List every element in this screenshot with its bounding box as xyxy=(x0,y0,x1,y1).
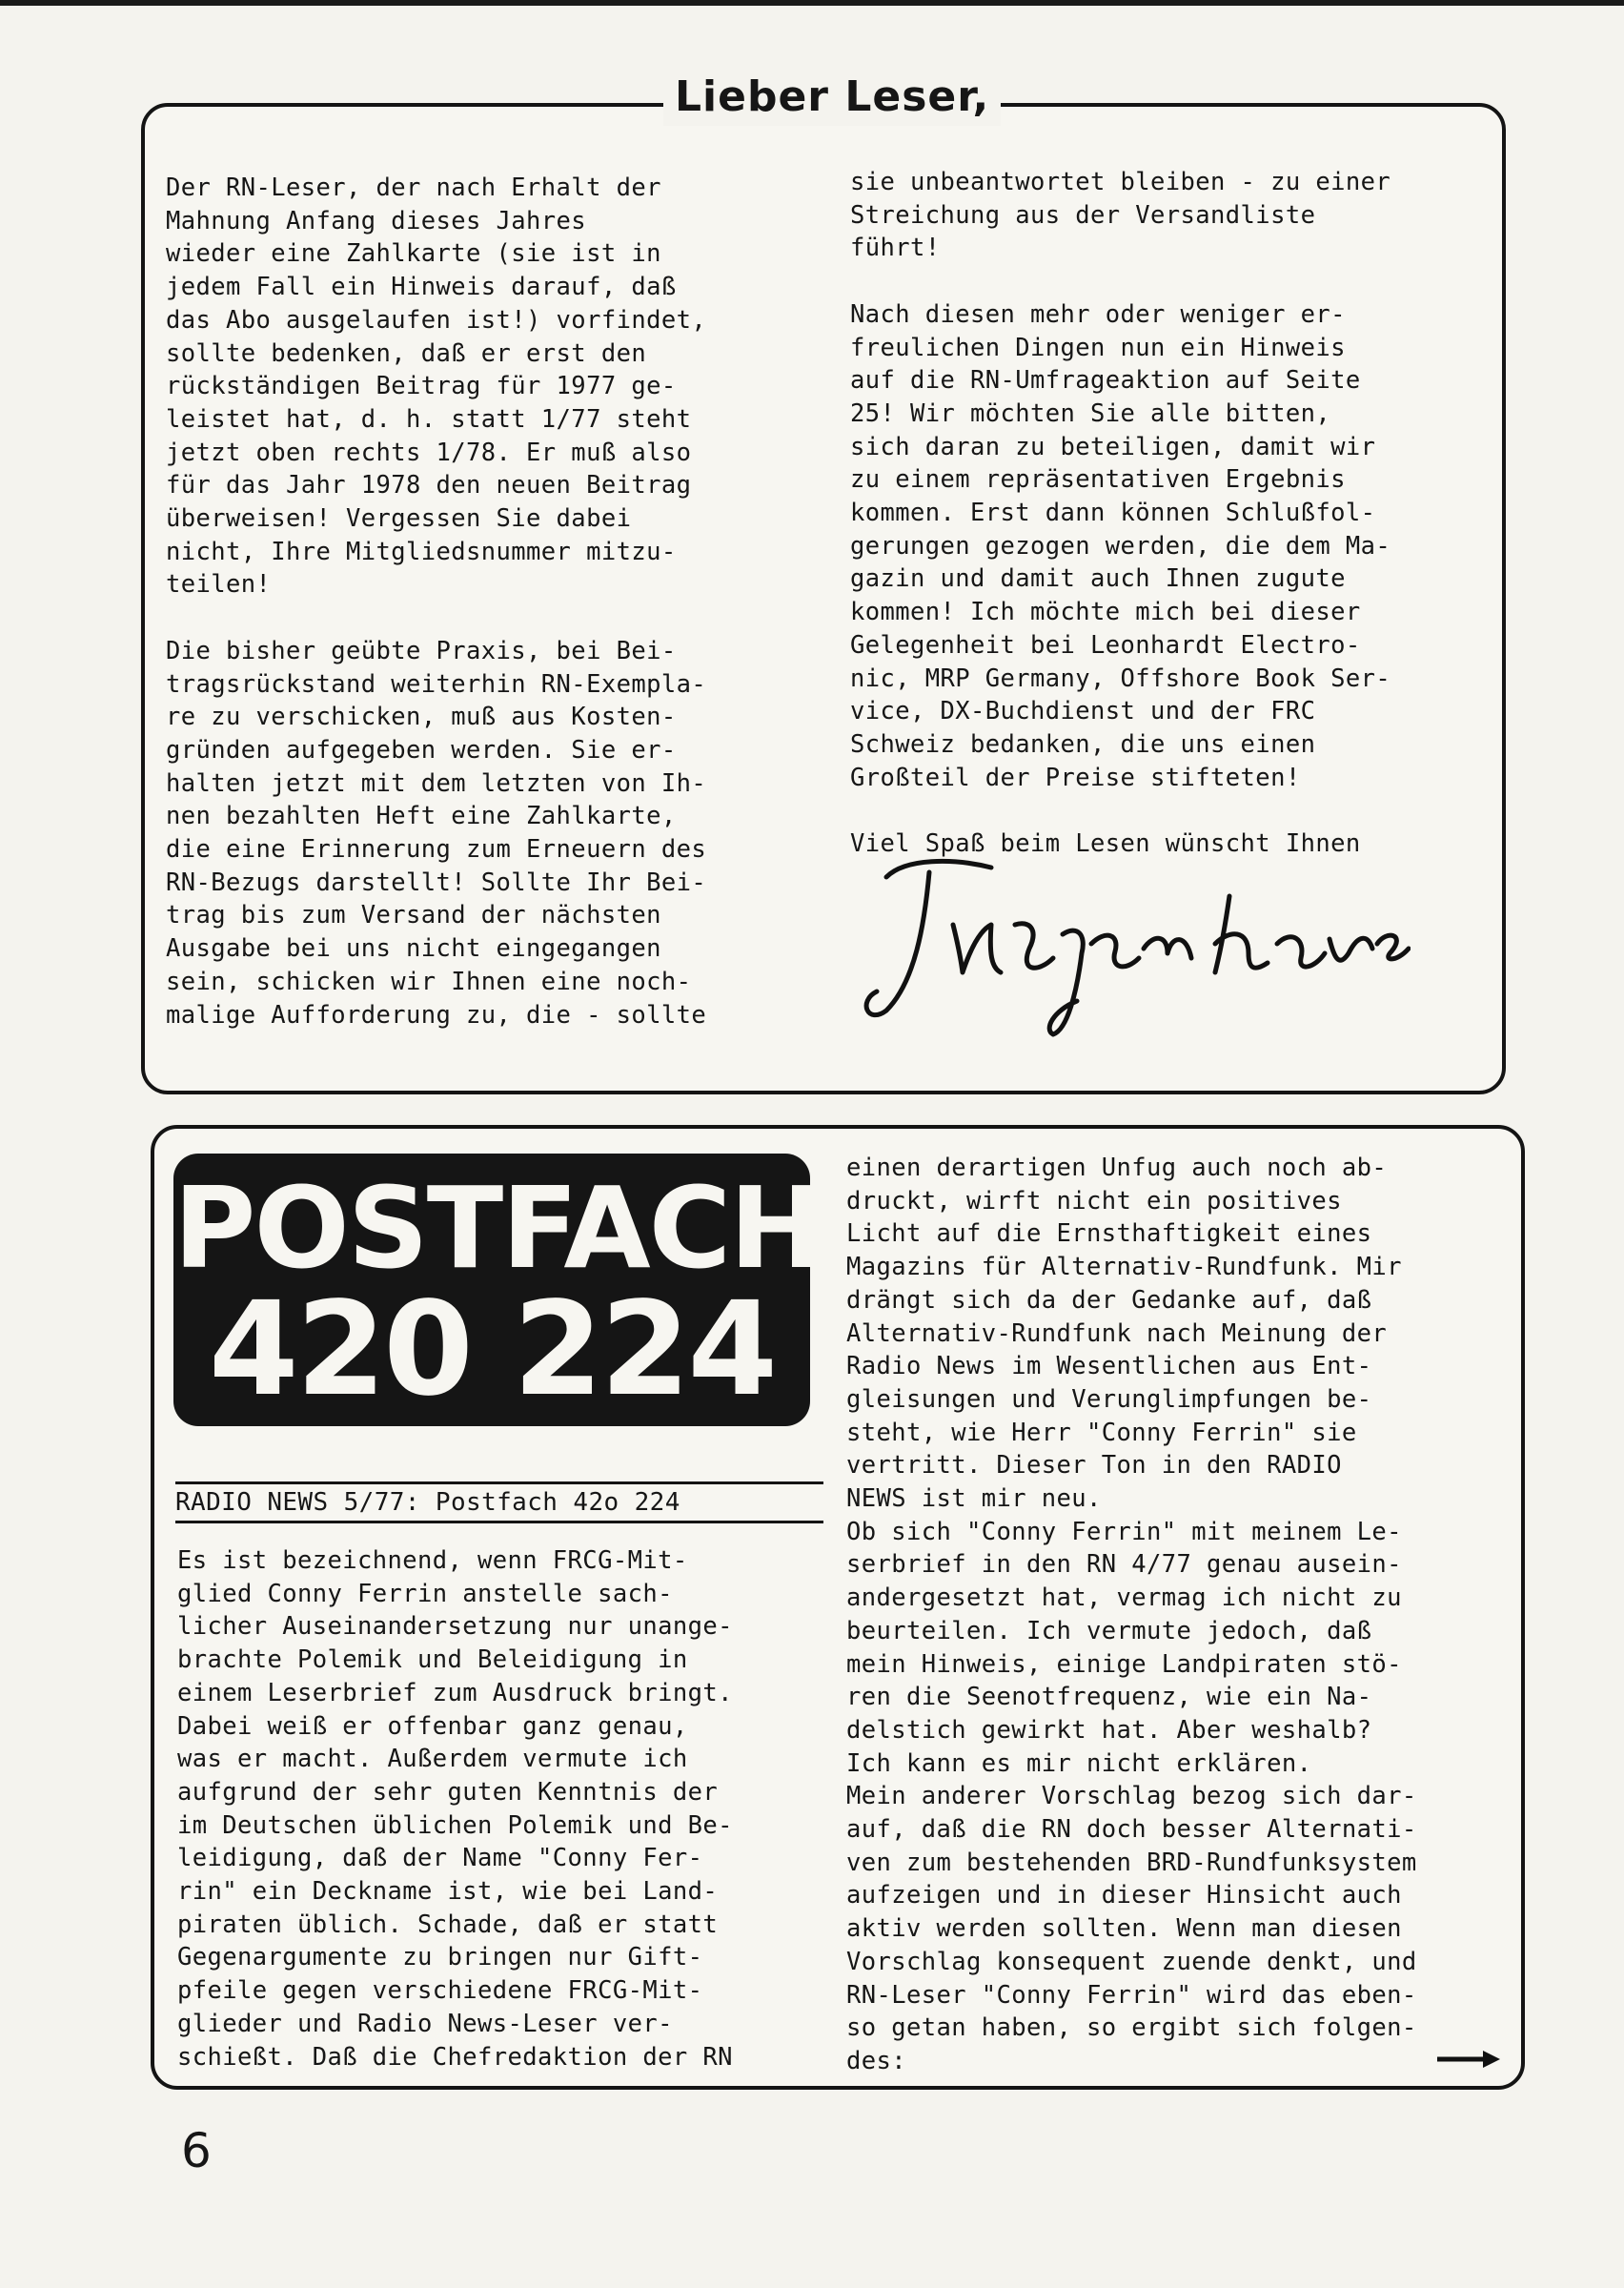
logo-line-1: POSTFACH xyxy=(173,1162,822,1294)
postfach-logo xyxy=(173,1154,822,1426)
editorial-paragraph: Der RN-Leser, der nach Erhalt der Mahnung Anfang dieses Jahres wieder eine Zahlkarte (sie ist in jedem Fall ein Hinweis darauf, daß das Abo ausgelaufen ist!) vorfindet, sollte bedenken, daß er erst den rückständigen Beitrag für 1977 ge- leistet hat, d. h. statt 1/77 steht jetzt oben rechts 1/78. Er muß also für das Jahr 1978 den neuen Beitrag überweisen! Vergessen Sie dabei nicht, Ihre Mitgliedsnummer mitzu- teilen! xyxy=(166,174,707,600)
page-number: 6 xyxy=(181,2123,212,2178)
editorial-closing: Viel Spaß beim Lesen wünscht Ihnen xyxy=(850,829,1361,859)
editorial-column-right xyxy=(850,166,1498,861)
reference-title: RADIO NEWS 5/77: Postfach 42o 224 xyxy=(175,1481,823,1523)
letter-text-left: Es ist bezeichnend, wenn FRCG-Mit- glied Conny Ferrin anstelle sach- licher Auseinandersetzung nur unange- brachte Polemik und Beleidigung in einem Leserbrief zum Ausdruck bringt. Dabei weiß er offenbar ganz genau, was er macht. Außerdem vermute ich aufgrund der sehr guten Kenntnis der im Deutschen üblichen Polemik und Be- leidigung, daß der Name "Conny Fer- rin" ein Deckname ist, wie bei Land- piraten üblich. Schade, daß er statt Gegenargumente zu bringen nur Gift- pfeile gegen verschiedene FRCG-Mit- glieder und Radio News-Leser ver- schießt. Daß die Chefredaktion der RN xyxy=(177,1546,733,2072)
continue-arrow-icon xyxy=(1435,2048,1502,2071)
editorial-paragraph: Nach diesen mehr oder weniger er- freulichen Dingen nun ein Hinweis auf die RN-Umfrageaktion auf Seite 25! Wir möchten Sie alle bitten, sich daran zu beteiligen, damit wir zu einem repräsentativen Ergebnis kommen. Erst dann können Schlußfol- gerungen gezogen werden, die dem Ma- gazin und damit auch Ihnen zugute kommen! Ich möchte mich bei dieser Gelegenheit bei Leonhardt Electro- nic, MRP Germany, Offshore Book Ser- vice, DX-Buchdienst und der FRC Schweiz bedanken, die uns einen Großteil der Preise stifteten! xyxy=(850,299,1391,792)
top-edge-line xyxy=(0,0,1624,6)
logo-line-2: 420 224 xyxy=(208,1275,776,1425)
letter-text-right: einen derartigen Unfug auch noch ab- druckt, wirft nicht ein positives Licht auf die Ernsthaftigkeit eines Magazins für Alternativ-Rundfunk. Mir drängt sich da der Gedanke auf, daß Alternativ-Rundfunk nach Meinung der Radio News im Wesentlichen aus Ent- gleisungen und Verunglimpfungen be- steht, wie Herr "Conny Ferrin" sie vertritt. Dieser Ton in den RADIO NEWS ist mir neu. Ob sich "Conny Ferrin" mit meinem Le- serbrief in den RN 4/77 genau ausein- andergesetzt hat, vermag ich nicht zu beurteilen. Ich vermute jedoch, daß mein Hinweis, einige Landpiraten stö- ren die Seenotfrequenz, wie ein Na- delstich gewirkt hat. Aber weshalb? Ich kann es mir nicht erklären. Mein anderer Vorschlag bezog sich dar- auf, daß die RN doch besser Alternati- ven zum bestehenden BRD-Rundfunksystem aufzeigen und in dieser Hinsicht auch aktiv werden sollten. Wenn man diesen Vorschlag konsequent zuende denkt, und RN-Leser "Conny Ferrin" wird das eben- so getan haben, so ergibt sich folgen- des: xyxy=(846,1154,1417,2075)
letter-column-left xyxy=(177,1544,835,2074)
editorial-paragraph: Die bisher geübte Praxis, bei Bei- tragsrückstand weiterhin RN-Exempla- re zu verschicken, muß aus Kosten- gründen aufgegeben werden. Sie er- halten jetzt mit dem letzten von Ih- nen bezahlten Heft eine Zahlkarte, die eine Erinnerung zum Erneuern des RN-Bezugs darstellt! Sollte Ihr Bei- trag bis zum Versand der nächsten Ausgabe bei uns nicht eingegangen sein, schicken wir Ihnen eine noch- malige Aufforderung zu, die - sollte xyxy=(166,636,707,1030)
signature-image xyxy=(848,839,1411,1039)
editorial-column-left xyxy=(166,172,823,1032)
page-heading: Lieber Leser, xyxy=(663,69,1001,126)
editorial-paragraph: sie unbeantwortet bleiben - zu einer Streichung aus der Versandliste führt! xyxy=(850,168,1391,263)
letter-column-right xyxy=(846,1152,1513,2078)
